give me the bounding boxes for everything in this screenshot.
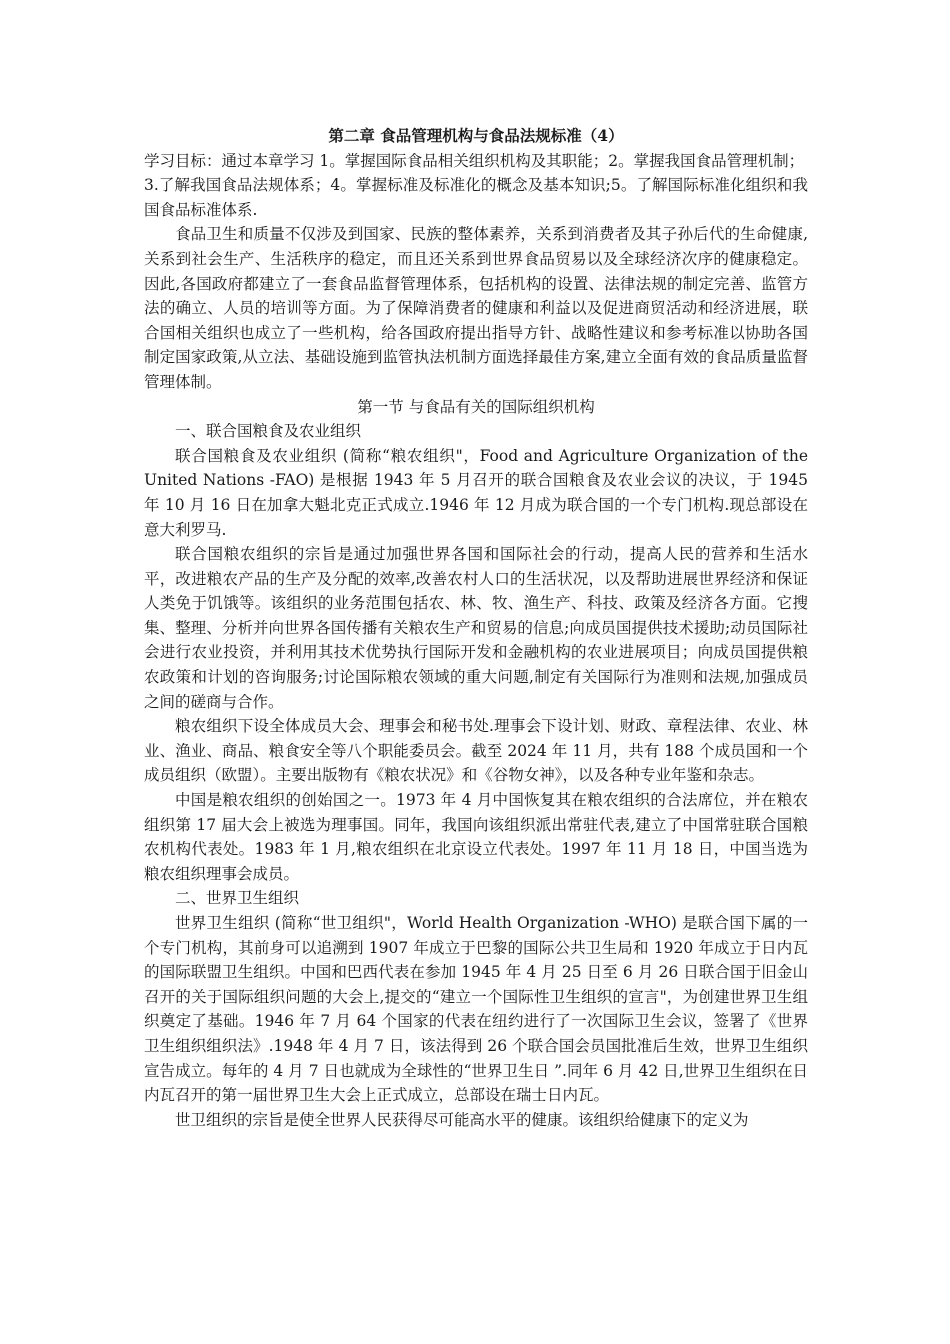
fao-paragraph-3: 粮农组织下设全体成员大会、理事会和秘书处.理事会下设计划、财政、章程法律、农业、林业、渔业、商品、粮食安全等八个职能委员会。截至 2024 年 11 月，共有 188 个成员国和一个成员组织（欧盟）。主要出版物有《粮农状况》和《谷物女神》，以及各种专业年鉴和杂志。 [144,717,808,785]
intro-paragraph: 食品卫生和质量不仅涉及到国家、民族的整体素养，关系到消费者及其子孙后代的生命健康,关系到社会生产、生活秩序的稳定，而且还关系到世界食品贸易以及全球经济次序的健康稳定。因此,各国政府都建立了一套食品监督管理体系，包括机构的设置、法律法规的制定完善、监管方法的确立、人员的培训等方面。为了保障消费者的健康和利益以及促进商贸活动和经济进展，联合国相关组织也成立了一些机构，给各国政府提出指导方针、战略性建议和参考标准以协助各国制定国家政策,从立法、基础设施到监管执法机制方面选择最佳方案,建立全面有效的食品质量监督管理体制。 [144,225,808,391]
section-1-title: 第一节 与食品有关的国际组织机构 [357,397,595,416]
subsection-fao-title: 一、联合国粮食及农业组织 [175,422,362,441]
fao-paragraph-4: 中国是粮农组织的创始国之一。1973 年 4 月中国恢复其在粮农组织的合法席位，并在粮农组织第 17 届大会上被选为理事国。同年，我国向该组织派出常驻代表,建立了中国常驻联合国粮农机构代表处。1983 年 1 月,粮农组织在北京设立代表处。1997 年 11 月 18 日，中国当选为粮农组织理事会成员。 [144,791,808,883]
learning-goals-line2: 3.了解我国食品法规体系；4。掌握标准及标准化的概念及基本知识;5。了解国际标准化组织和我国食品标准体系. [144,176,808,219]
fao-paragraph-2: 联合国粮农组织的宗旨是通过加强世界各国和国际社会的行动，提高人民的营养和生活水平，改进粮农产品的生产及分配的效率,改善农村人口的生活状况，以及帮助进展世界经济和保证人类免于饥饿等。该组织的业务范围包括农、林、牧、渔生产、科技、政策及经济各方面。它搜集、整理、分析并向世界各国传播有关粮农生产和贸易的信息;向成员国提供技术援助;动员国际社会进行农业投资，并利用其技术优势执行国际开发和金融机构的农业进展项目；向成员国提供粮农政策和计划的咨询服务;讨论国际粮农领域的重大问题,制定有关国际行为准则和法规,加强成员之间的磋商与合作。 [144,545,808,711]
subsection-who-title: 二、世界卫生组织 [175,889,300,908]
chapter-title: 第二章 食品管理机构与食品法规标准（4） [328,126,624,145]
learning-goals-line1: 学习目标：通过本章学习 1。掌握国际食品相关组织机构及其职能；2。掌握我国食品管理机制； [144,151,805,170]
who-paragraph-2: 世卫组织的宗旨是使全世界人民获得尽可能高水平的健康。该组织给健康下的定义为 [175,1110,749,1129]
who-paragraph-1: 世界卫生组织 (简称“世卫组织"，World Health Organization -WHO) 是联合国下属的一个专门机构，其前身可以追溯到 1907 年成立于巴黎的国际公共卫生局和 1920 年成立于日内瓦的国际联盟卫生组织。中国和巴西代表在参加 1945 年 4 月 25 日至 6 月 26 日联合国于旧金山召开的关于国际组织问题的大会上,提交的“建立一个国际性卫生组织的宣言"，为创建世界卫生组织奠定了基础。1946 年 7 月 64 个国家的代表在纽约进行了一次国际卫生会议，签署了《世界卫生组织组织法》.1948 年 4 月 7 日，该法得到 26 个联合国会员国批准后生效，世界卫生组织宣告成立。每年的 4 月 7 日也就成为全球性的“世界卫生日 ”.同年 6 月 42 日,世界卫生组织在日内瓦召开的第一届世界卫生大会上正式成立，总部设在瑞士日内瓦。 [144,914,808,1105]
document-page [144,124,808,1132]
fao-paragraph-1: 联合国粮食及农业组织 (简称“粮农组织"，Food and Agriculture Organization of the United Nations -FAO) 是根据 1943 年 5 月召开的联合国粮食及农业会议的决议，于 1945 年 10 月 16 日在加拿大魁北克正式成立.1946 年 12 月成为联合国的一个专门机构.现总部设在意大利罗马. [144,446,808,539]
